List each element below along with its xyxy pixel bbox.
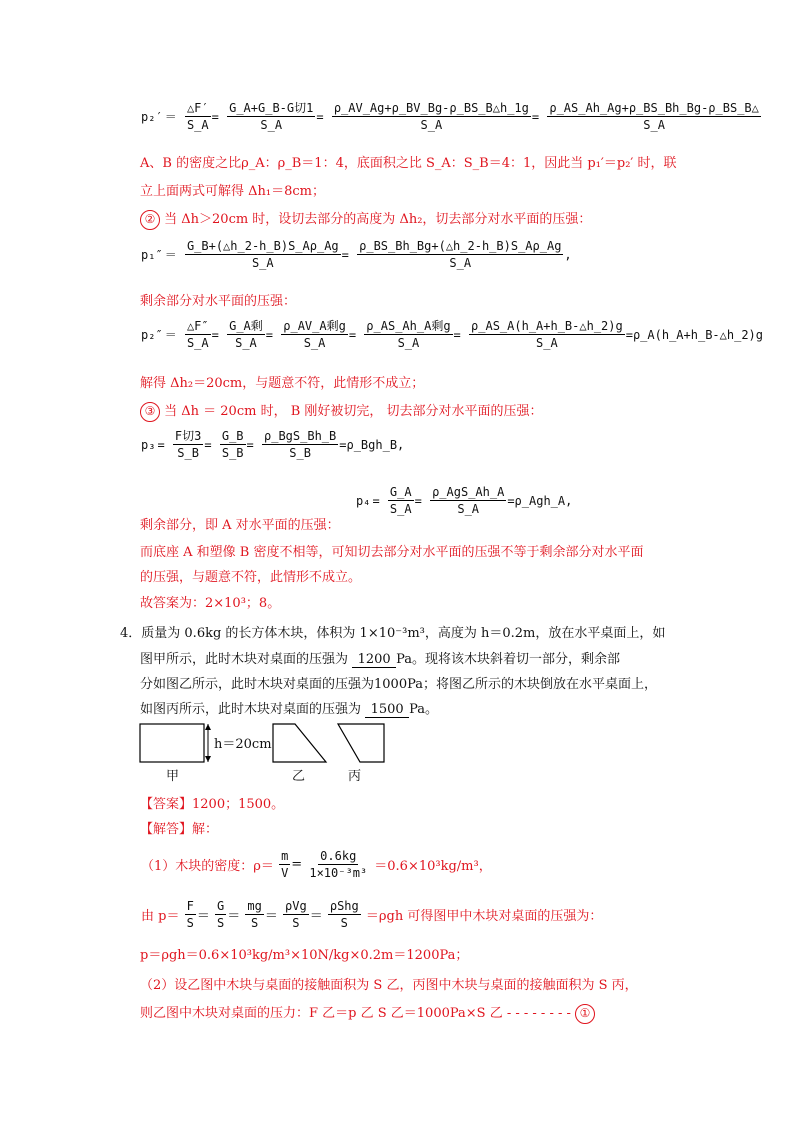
answer-blank-2: 1500 bbox=[365, 702, 409, 718]
solution-step-result: p＝ρgh＝0.6×10³kg/m³×10N/kg×0.2m＝1200Pa； bbox=[140, 948, 469, 963]
frac-num: ρ_AS_A(h_A+h_B-△h_2)g bbox=[471, 319, 623, 333]
block-jia bbox=[140, 724, 204, 762]
frac-num: mg bbox=[247, 899, 262, 913]
frac-num: ρ_BgS_Bh_B bbox=[264, 429, 337, 443]
formula-lhs: p₁″ bbox=[141, 247, 163, 262]
formula-lhs: p₂′ bbox=[141, 109, 163, 124]
frac-num: ρVg bbox=[285, 899, 307, 913]
question-4-line-1 bbox=[120, 622, 665, 641]
formula-p4: p₄ = $\frac{G\_A}{S\_A}$ = $\frac{\text{ρ\_AgS\_Ah\_A}}{S\_A}$ =ρ_Agh_A, bbox=[356, 485, 573, 516]
frac-den: S_A bbox=[389, 502, 412, 516]
text-line: 剩余部分对水平面的压强： bbox=[140, 294, 297, 309]
text-content: 当 Δh＞20cm 时，设切去部分的高度为 Δh₂，切去部分对水平面的压强： bbox=[160, 212, 592, 227]
solution-step-1: （1）木块的密度：ρ＝ $\frac{m}{V}$ = $\frac{0.6kg}{\text{1×10⁻³m³}}$ ＝0.6×10³kg/m³， bbox=[141, 849, 492, 880]
formula-lhs: p₂″ bbox=[141, 327, 163, 342]
frac-num: ρ_AV_A剩g bbox=[283, 319, 346, 333]
question-4-line-3: 分如图乙所示，此时木块对桌面的压强为1000Pa；将图乙所示的木块倒放在水平桌面上， bbox=[140, 677, 657, 692]
frac-den: S_A bbox=[251, 256, 274, 270]
frac-den: S_A bbox=[303, 336, 326, 350]
frac-num: G_A剩 bbox=[229, 319, 263, 333]
frac-num: ρ_AS_Ah_Ag+ρ_BS_Bh_Bg-ρ_BS_B△ bbox=[549, 101, 759, 115]
frac-den: 1×10⁻³m³ bbox=[309, 866, 368, 880]
figure-label-jia: 甲 bbox=[166, 769, 180, 784]
frac-num: G_A+G_B-G切1 bbox=[229, 101, 314, 115]
frac-den: S bbox=[251, 916, 259, 930]
figure-height-label: h＝20cm bbox=[214, 737, 272, 752]
figure-label-yi: 乙 bbox=[292, 769, 306, 784]
frac-den: S bbox=[217, 916, 225, 930]
block-yi bbox=[273, 724, 326, 762]
formula-tail: =ρ_Bgh_B, bbox=[339, 437, 405, 452]
text-line: 解得 Δh₂＝20cm，与题意不符，此情形不成立； bbox=[140, 376, 425, 391]
text-content: Pa。 bbox=[409, 702, 439, 717]
frac-num: F bbox=[186, 899, 194, 913]
frac-den: S_A bbox=[397, 336, 420, 350]
text-content: 质量为 0.6kg 的长方体木块，体积为 1×10⁻³m³，高度为 h＝0.2m，放在水平桌面上，如 bbox=[141, 626, 666, 641]
text-content: ＝0.6×10³kg/m³， bbox=[374, 859, 492, 874]
answer-blank-1: 1200 bbox=[352, 652, 396, 668]
formula-tail: =ρ_A(h_A+h_B-△h_2)g bbox=[625, 327, 764, 342]
formula-p2-double-prime: p₂″ ＝ $\frac{\triangle F''}{S\_A}$ = $\frac{\text{G\_A剩}}{S\_A}$ = $\frac{\text{ρ\_AV\_A剩g}}{S\_A}$ = $\frac{\text{ρ\_AS\_Ah\_A剩g}}{S\_A}$ = $\frac{\rho\_AS\_A(h\_A+h\_B-\triangle h\_2)g}{S\_A}$ =ρ_A(h_A+h_B-△h_2)g bbox=[141, 319, 764, 350]
block-bing bbox=[338, 724, 384, 762]
frac-num: ρShg bbox=[329, 899, 359, 913]
solution-header: 【解答】解： bbox=[140, 822, 219, 837]
text-line bbox=[140, 208, 591, 230]
text-content: 图甲所示，此时木块对桌面的压强为 bbox=[140, 652, 353, 667]
solution-step-force bbox=[140, 1002, 595, 1024]
figure-label-bing: 丙 bbox=[348, 769, 362, 784]
question-4-line-2 bbox=[140, 648, 620, 668]
formula-tail: =ρ_Agh_A, bbox=[507, 493, 573, 508]
question-4-line-4 bbox=[140, 698, 438, 718]
step-number-badge: ③ bbox=[140, 402, 160, 422]
frac-den: S_B bbox=[221, 446, 244, 460]
formula-p1-double-prime: p₁″ ＝ $\frac{G\_B+(\triangle h\_2-h\_B)S\_A\rho\_Ag}{S\_A}$ = $\frac{\rho\_BS\_Bh\_Bg+(\triangle h\_2-h\_B)S\_A\rho\_Ag}{S\_A}$ , bbox=[141, 239, 572, 270]
answer-line: 【答案】1200；1500。 bbox=[140, 797, 285, 812]
question-number: 4． bbox=[120, 626, 142, 641]
text-content: Pa。现将该木块斜着切一部分，剩余部 bbox=[396, 652, 621, 667]
formula-tail: , bbox=[564, 247, 572, 262]
frac-den: S_A bbox=[186, 118, 209, 132]
frac-den: S_A bbox=[457, 502, 480, 516]
frac-num: G_B bbox=[221, 429, 244, 443]
frac-den: S_B bbox=[177, 446, 199, 460]
frac-den: S_A bbox=[260, 118, 283, 132]
text-content: ＝ρgh 可得图甲中木块对桌面的压强为： bbox=[365, 909, 603, 924]
formula-lhs: p₃ bbox=[141, 437, 156, 452]
frac-num: ρ_BS_Bh_Bg+(△h_2-h_B)S_Aρ_Ag bbox=[359, 239, 562, 253]
arrow-head-top bbox=[205, 724, 211, 730]
text-content: （1）木块的密度：ρ＝ bbox=[141, 859, 274, 874]
frac-den: V bbox=[281, 866, 289, 880]
formula-lhs: p₄ bbox=[356, 493, 371, 508]
text-line: A、B 的密度之比ρ_A：ρ_B＝1：4，底面积之比 S_A：S_B＝4：1，因此当 p₁′＝p₂′ 时，联 bbox=[140, 156, 677, 171]
frac-num: m bbox=[281, 849, 289, 863]
text-content: 当 Δh ＝ 20cm 时， B 刚好被切完， 切去部分对水平面的压强： bbox=[160, 404, 543, 419]
frac-num: ρ_AS_Ah_A剩g bbox=[366, 319, 451, 333]
text-content: 由 p＝ bbox=[141, 909, 180, 924]
equation-number-badge: ① bbox=[575, 1004, 595, 1024]
frac-num: △F′ bbox=[186, 101, 209, 115]
frac-den: S_A bbox=[235, 336, 257, 350]
frac-den: S_A bbox=[643, 118, 665, 132]
text-line: 而底座 A 和塑像 B 密度不相等，可知切去部分对水平面的压强不等于剩余部分对水平面 bbox=[140, 545, 644, 560]
text-content: 如图丙所示，此时木块对桌面的压强为 bbox=[140, 702, 366, 717]
frac-num: 0.6kg bbox=[320, 849, 357, 863]
step-number-badge: ② bbox=[140, 210, 160, 230]
frac-num: G bbox=[217, 899, 225, 913]
frac-num: ρ_AgS_Ah_A bbox=[432, 485, 505, 499]
frac-num: ρ_AV_Ag+ρ_BV_Bg-ρ_BS_B△h_1g bbox=[333, 101, 529, 115]
solution-step-2: （2）设乙图中木块与桌面的接触面积为 S 乙，丙图中木块与桌面的接触面积为 S 丙， bbox=[140, 978, 638, 993]
frac-den: S bbox=[340, 916, 348, 930]
frac-num: G_B+(△h_2-h_B)S_Aρ_Ag bbox=[186, 239, 339, 253]
arrow-head-bottom bbox=[205, 756, 211, 762]
frac-den: S_A bbox=[449, 256, 472, 270]
text-line: 的压强，与题意不符，此情形不成立。 bbox=[140, 570, 362, 585]
formula-p2-prime: p₂′ ＝ $\frac{\triangle F'}{S\_A}$ = $\frac{\text{G\_A+G\_B-G切1}}{S\_A}$ = $\frac{\rho\_AV\_Ag+\rho\_BV\_Bg-\rho\_BS\_B\triangle h\_1g}{S\_A}$ = $\frac{\rho\_AS\_Ah\_Ag+\rho\_BS\_Bh\_Bg-\rho\_BS\_B\triangle}{S\_A}$ bbox=[141, 101, 759, 132]
solution-step-pressure: 由 p＝ $\frac{F}{S}$ ＝ $\frac{G}{S}$ ＝ $\frac{mg}{S}$ ＝ $\frac{\text{ρVg}}{S}$ ＝ $\frac{\text{ρShg}}{S}$ ＝ρgh 可得图甲中木块对桌面的压强为： bbox=[141, 899, 603, 930]
frac-num: △F″ bbox=[186, 319, 209, 333]
frac-den: S_A bbox=[420, 118, 443, 132]
text-line: 故答案为：2×10³；8。 bbox=[140, 596, 281, 611]
frac-num: G_A bbox=[389, 485, 412, 499]
text-content: 则乙图中木块对桌面的压力：F 乙＝p 乙 S 乙＝1000Pa×S 乙 - - - - - - - - bbox=[140, 1006, 576, 1021]
frac-den: S_A bbox=[186, 336, 209, 350]
text-line bbox=[140, 400, 543, 422]
text-line: 立上面两式可解得 Δh₁＝8cm； bbox=[140, 184, 325, 199]
frac-den: S_A bbox=[536, 336, 558, 350]
formula-p3: p₃ = $\frac{\text{F切3}}{S\_B}$ = $\frac{G\_B}{S\_B}$ = $\frac{\text{ρ\_BgS\_Bh\_B}}{S\_B}$ =ρ_Bgh_B, bbox=[141, 429, 405, 460]
text-line: 剩余部分，即 A 对水平面的压强： bbox=[140, 518, 340, 533]
frac-den: S bbox=[292, 916, 300, 930]
frac-den: S bbox=[186, 916, 194, 930]
frac-num: F切3 bbox=[174, 429, 202, 443]
frac-den: S_B bbox=[289, 446, 311, 460]
